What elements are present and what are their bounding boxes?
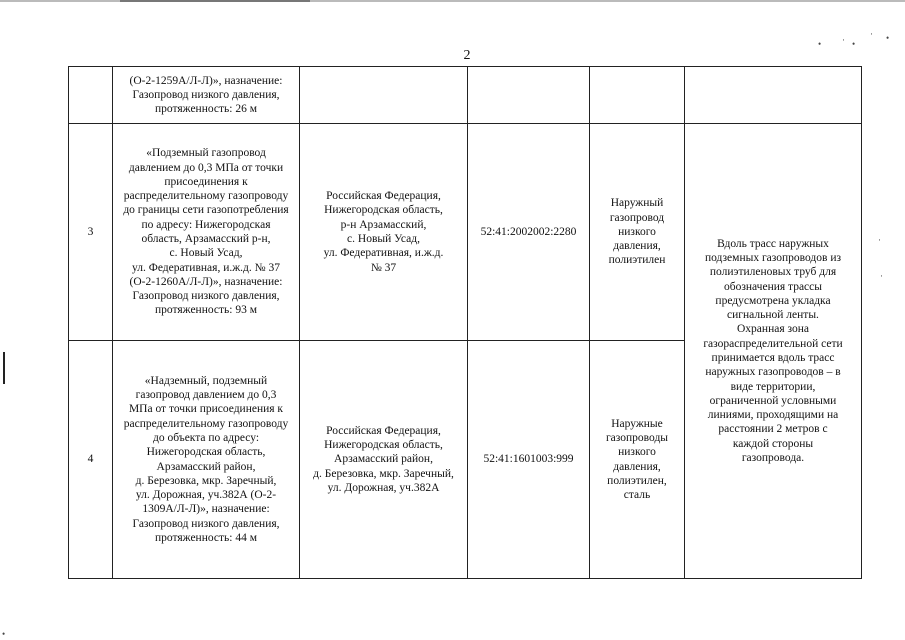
scan-margin-mark [3,352,5,384]
cadastral-number [468,67,590,124]
object-name: (О-2-1259А/Л-Л)», назначение: Газопровод низкого давления, протяженность: 26 м [113,67,300,124]
protection-zone-top [685,67,862,124]
scan-speck: • [818,39,822,49]
row-number [69,67,113,124]
scan-speck: • [886,33,890,43]
pipeline-table [68,66,862,579]
scan-speck: • [2,629,6,639]
protection-zone-description: Вдоль трасс наружных подземных газопроводов из полиэтиленовых труб для обозначения трассы предусмотрена укладка сигнальной ленты. Охранная зона газораспределительной сети принимается вдоль трасс наружных газопроводов – в виде территории, ограниченной условными линиями, проходящими на расстоянии 2 метров с каждой стороны газопровода. [685,124,862,579]
object-address: Российская Федерация, Нижегородская область, Арзамасский район, д. Березовка, мкр. Заречный, ул. Дорожная, уч.382А [300,341,468,579]
scan-speck: · [870,29,873,39]
cadastral-number: 52:41:1601003:999 [468,341,590,579]
object-address [300,67,468,124]
scan-speck: · [880,271,883,281]
cadastral-number: 52:41:2002002:2280 [468,124,590,341]
page-number: 2 [463,48,471,63]
scan-speck: · [842,35,845,45]
object-name: «Подземный газопровод давлением до 0,3 МПа от точки присоединения к распределительному газопроводу до границы сети газопотребления по адресу: Нижегородская область, Арзамасский р-н, с. Новый Усад, ул. Федеративная, и.ж.д. № 37 (О-2-1260А/Л-Л)», назначение: Газопровод низкого давления, протяженность: 93 м [113,124,300,341]
object-address: Российская Федерация, Нижегородская область, р-н Арзамасский, с. Новый Усад, ул. Федеративная, и.ж.д. № 37 [300,124,468,341]
object-description: Наружный газопровод низкого давления, полиэтилен [590,124,685,341]
scan-top-edge-dark [120,0,310,2]
object-description: Наружные газопроводы низкого давления, полиэтилен, сталь [590,341,685,579]
row-number: 4 [69,341,113,579]
scan-speck: · [878,235,881,245]
object-name: «Надземный, подземный газопровод давлением до 0,3 МПа от точки присоединения к распределительному газопроводу до объекта по адресу: Нижегородская область, Арзамасский район, д. Березовка, мкр. Заречный, ул. Дорожная, уч.382А (О-2- 1309А/Л-Л)», назначение: Газопровод низкого давления, протяженность: 44 м [113,341,300,579]
table-row [69,67,862,124]
table-row [69,124,862,341]
scan-speck: • [852,39,856,49]
row-number: 3 [69,124,113,341]
object-description [590,67,685,124]
